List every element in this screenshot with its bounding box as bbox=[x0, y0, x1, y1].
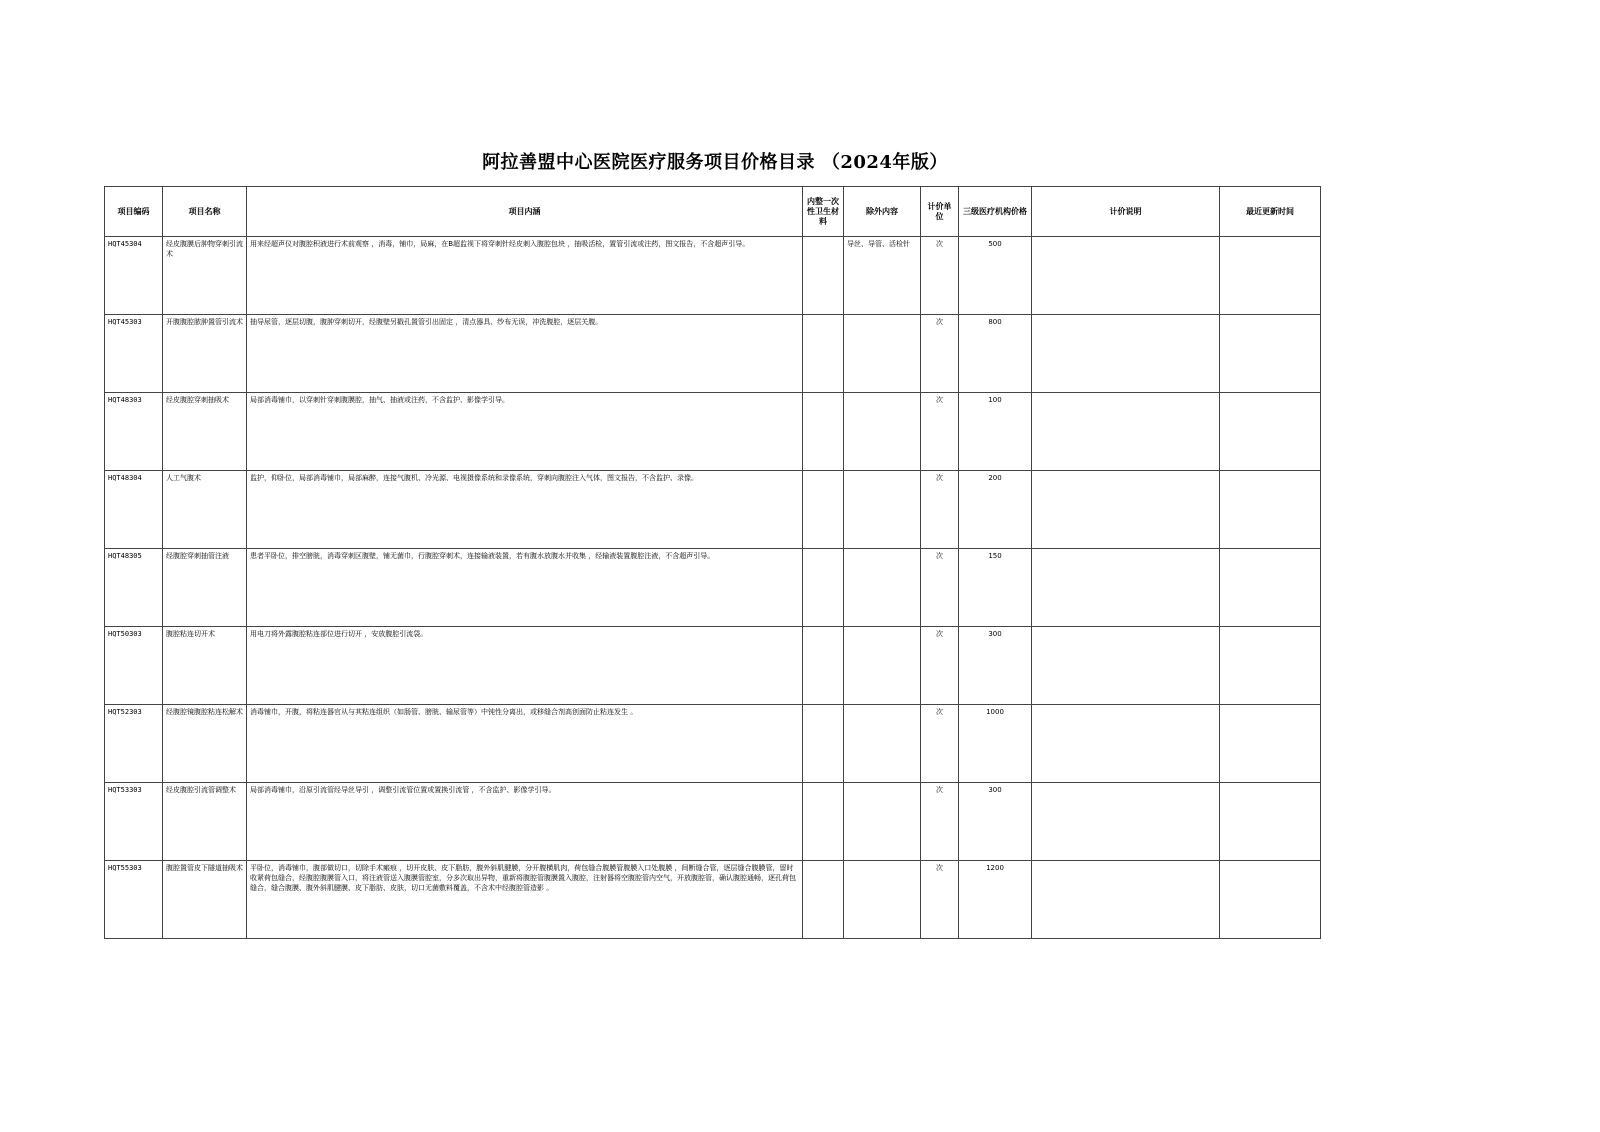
cell-name: 经皮腹腔引流管调整术 bbox=[163, 783, 247, 861]
cell-unit: 次 bbox=[921, 393, 959, 471]
cell-name: 经皮腹膜后肿物穿刺引流术 bbox=[163, 237, 247, 315]
header-content: 项目内涵 bbox=[247, 187, 803, 237]
cell-code: HQT48303 bbox=[105, 393, 163, 471]
cell-note bbox=[1032, 471, 1220, 549]
header-materials: 内整一次性卫生材料 bbox=[803, 187, 844, 237]
cell-code: HQT53303 bbox=[105, 783, 163, 861]
cell-materials bbox=[803, 237, 844, 315]
cell-content: 局部消毒铺巾，沿原引流管经导丝导引 ，调整引流管位置或置换引流管 ，不含监护、影像学引导。 bbox=[247, 783, 803, 861]
cell-content: 抽导尿管，逐层切腹，腹肿穿刺切开，经腹壁另戳孔置管引出固定 ，清点器具、纱布无误，冲洗腹腔，逐层关腹。 bbox=[247, 315, 803, 393]
cell-materials bbox=[803, 705, 844, 783]
cell-updated bbox=[1220, 705, 1321, 783]
header-name: 项目名称 bbox=[163, 187, 247, 237]
cell-excluded bbox=[844, 861, 921, 939]
table-row bbox=[105, 627, 1321, 705]
header-excluded: 除外内容 bbox=[844, 187, 921, 237]
cell-price: 1200 bbox=[959, 861, 1032, 939]
cell-code: HQT45303 bbox=[105, 315, 163, 393]
cell-updated bbox=[1220, 861, 1321, 939]
cell-code: HQT45304 bbox=[105, 237, 163, 315]
cell-content: 消毒铺巾，开腹，将粘连器官从与其粘连组织（如肠管、膀胱、输尿管等）中钝性分离出，或移缝合剂高创面防止粘连发生 。 bbox=[247, 705, 803, 783]
header-note: 计价说明 bbox=[1032, 187, 1220, 237]
cell-price: 1000 bbox=[959, 705, 1032, 783]
cell-content: 患者平卧位，排空膀胱，消毒穿刺区腹壁，铺无菌巾，行腹腔穿刺术，连接输液装置，若有腹水放腹水并收集 ，经输液装置腹腔注液，不含超声引导。 bbox=[247, 549, 803, 627]
cell-code: HQT52303 bbox=[105, 705, 163, 783]
cell-unit: 次 bbox=[921, 861, 959, 939]
cell-excluded bbox=[844, 627, 921, 705]
table-row bbox=[105, 705, 1321, 783]
cell-updated bbox=[1220, 471, 1321, 549]
cell-updated bbox=[1220, 783, 1321, 861]
cell-materials bbox=[803, 315, 844, 393]
cell-note bbox=[1032, 861, 1220, 939]
cell-code: HQT55303 bbox=[105, 861, 163, 939]
cell-materials bbox=[803, 861, 844, 939]
cell-name: 人工气腹术 bbox=[163, 471, 247, 549]
cell-unit: 次 bbox=[921, 783, 959, 861]
table-row bbox=[105, 861, 1321, 939]
cell-content: 平卧位，消毒铺巾，腹部做切口，切除手术瘢痕 ，切开皮肤、皮下脂肪，腹外斜肌腱膜，分开腹横肌肉，荷包缝合腹膜管腹膜入口处腹膜 ，间断缝合管，逐层缝合腹膜管，留时收紧荷包缝合，经腹腔腹膜管入口，将注液管送入腹膜管腔室，分多次取出异物，重新将腹腔管腹膜置入腹腔，注射器将空腹腔管内空气，开放腹腔管，确认腹腔通畅，逐孔荷包缝合，缝合腹膜、腹外斜肌腱膜、皮下脂肪、皮肤，切口无菌敷料覆盖，不含术中经腹腔管造影 。 bbox=[247, 861, 803, 939]
cell-content: 局部消毒铺巾，以穿刺针穿刺腹膜腔，抽气、抽液或注药，不含监护、影像学引导。 bbox=[247, 393, 803, 471]
price-table bbox=[104, 186, 1321, 939]
document-title: 阿拉善盟中心医院医疗服务项目价格目录 （2024年版） bbox=[482, 152, 948, 173]
cell-content: 监护，仰卧位，局部消毒铺巾，局部麻醉，连接气腹机、冷光源、电视摄像系统和录像系统，穿刺向腹腔注入气体，图文报告，不含监护、录像。 bbox=[247, 471, 803, 549]
cell-price: 100 bbox=[959, 393, 1032, 471]
cell-note bbox=[1032, 549, 1220, 627]
table-row bbox=[105, 393, 1321, 471]
cell-price: 800 bbox=[959, 315, 1032, 393]
cell-excluded bbox=[844, 549, 921, 627]
cell-excluded bbox=[844, 783, 921, 861]
cell-note bbox=[1032, 705, 1220, 783]
cell-name: 腹腔置管皮下隧道抽吸术 bbox=[163, 861, 247, 939]
cell-excluded: 导丝、导管、活检针 bbox=[844, 237, 921, 315]
cell-code: HQT48304 bbox=[105, 471, 163, 549]
cell-materials bbox=[803, 393, 844, 471]
cell-note bbox=[1032, 315, 1220, 393]
header-unit: 计价单位 bbox=[921, 187, 959, 237]
cell-name: 开腹腹腔脓肿置管引流术 bbox=[163, 315, 247, 393]
header-price: 三级医疗机构价格 bbox=[959, 187, 1032, 237]
cell-materials bbox=[803, 471, 844, 549]
header-code: 项目编码 bbox=[105, 187, 163, 237]
cell-name: 经皮腹腔穿刺抽吸术 bbox=[163, 393, 247, 471]
table-row bbox=[105, 783, 1321, 861]
cell-note bbox=[1032, 627, 1220, 705]
cell-unit: 次 bbox=[921, 549, 959, 627]
cell-excluded bbox=[844, 393, 921, 471]
cell-excluded bbox=[844, 471, 921, 549]
cell-note bbox=[1032, 783, 1220, 861]
cell-price: 150 bbox=[959, 549, 1032, 627]
cell-note bbox=[1032, 237, 1220, 315]
table-row bbox=[105, 549, 1321, 627]
cell-unit: 次 bbox=[921, 471, 959, 549]
header-updated: 最近更新时间 bbox=[1220, 187, 1321, 237]
table-row bbox=[105, 471, 1321, 549]
cell-excluded bbox=[844, 315, 921, 393]
cell-code: HQT50303 bbox=[105, 627, 163, 705]
cell-materials bbox=[803, 627, 844, 705]
cell-content: 用电刀将外露腹腔粘连部位进行切开 ，安放腹腔引流袋。 bbox=[247, 627, 803, 705]
cell-excluded bbox=[844, 705, 921, 783]
cell-price: 300 bbox=[959, 627, 1032, 705]
cell-unit: 次 bbox=[921, 315, 959, 393]
cell-note bbox=[1032, 393, 1220, 471]
cell-updated bbox=[1220, 549, 1321, 627]
cell-content: 用来经超声仪对腹腔积液进行术前观察 ，消毒，铺巾，局麻，在B超监视下将穿刺针经皮刺入腹腔包块 ，抽吸活检，置管引流或注药，图文报告，不含超声引导。 bbox=[247, 237, 803, 315]
cell-materials bbox=[803, 549, 844, 627]
cell-unit: 次 bbox=[921, 627, 959, 705]
table-row bbox=[105, 315, 1321, 393]
cell-name: 腹腔粘连切开术 bbox=[163, 627, 247, 705]
cell-updated bbox=[1220, 237, 1321, 315]
cell-updated bbox=[1220, 393, 1321, 471]
cell-price: 200 bbox=[959, 471, 1032, 549]
cell-price: 500 bbox=[959, 237, 1032, 315]
cell-price: 300 bbox=[959, 783, 1032, 861]
cell-code: HQT48305 bbox=[105, 549, 163, 627]
table-header-row bbox=[105, 187, 1321, 237]
cell-name: 经腹腔穿刺抽管注液 bbox=[163, 549, 247, 627]
table-row bbox=[105, 237, 1321, 315]
cell-unit: 次 bbox=[921, 705, 959, 783]
cell-updated bbox=[1220, 627, 1321, 705]
cell-materials bbox=[803, 783, 844, 861]
cell-unit: 次 bbox=[921, 237, 959, 315]
cell-name: 经腹腔镜腹腔粘连松解术 bbox=[163, 705, 247, 783]
cell-updated bbox=[1220, 315, 1321, 393]
